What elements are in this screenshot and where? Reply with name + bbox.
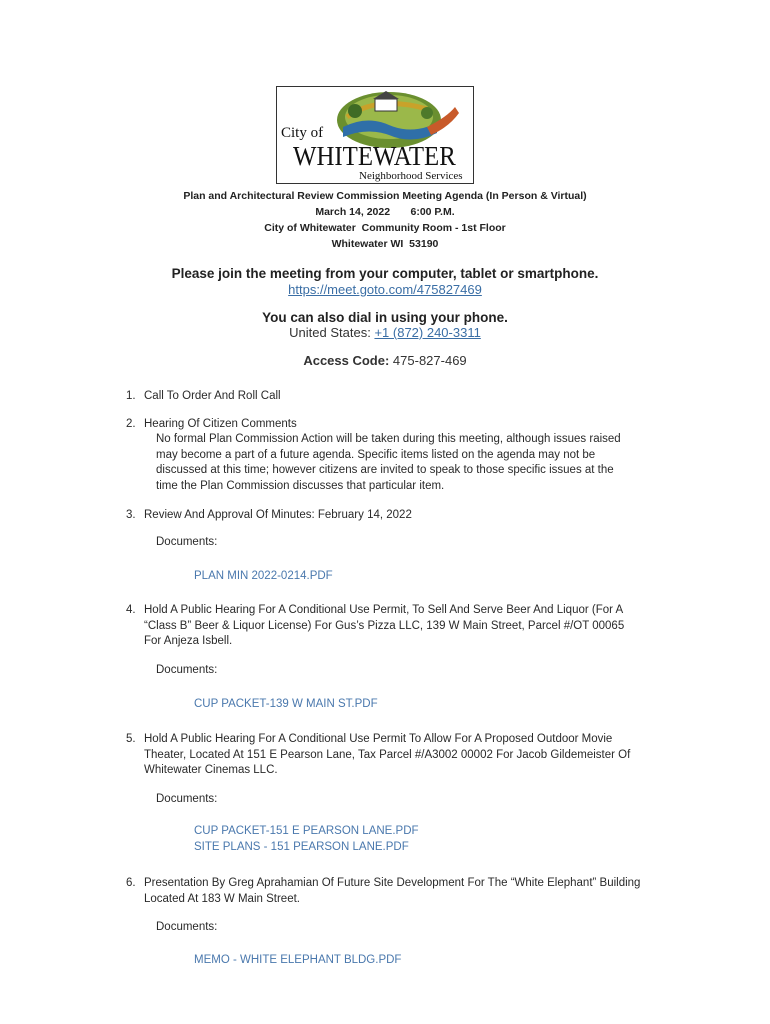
meeting-location: City of Whitewater Community Room - 1st Floor [264,222,506,234]
agenda-item-number: 1. [126,390,136,402]
access-code-line [0,353,770,368]
dial-prefix: United States: [289,325,375,340]
agenda-title: Plan and Architectural Review Commission Meeting Agenda (In Person & Virtual) [183,190,587,202]
document-link[interactable]: CUP PACKET-151 E PEARSON LANE.PDF [194,825,419,837]
access-code-value: 475-827-469 [389,353,467,368]
agenda-item-text: Hold A Public Hearing For A Conditional Use Permit, To Sell And Serve Beer And Liquor (For A “Class B” Beer & Liquor License) For Gus’s Pizza LLC, 139 W Main Street, Parcel #/OT 00065 For Anjeza Isbell. [144,604,625,647]
document-link[interactable]: MEMO - WHITE ELEPHANT BLDG.PDF [194,954,402,966]
citizen-comments-note: No formal Plan Commission Action will be taken during this meeting, although issues raised may become a part of a future agenda. Specific items listed on the agenda may not be discussed at this time; however citizens are invited to speak to those specific issues at the time the Plan Commission discusses that particular item. [156,433,621,492]
join-meeting-link[interactable]: https://meet.goto.com/475827469 [288,282,482,297]
document-link[interactable]: SITE PLANS - 151 PEARSON LANE.PDF [194,841,409,853]
access-code-label: Access Code: [303,353,390,368]
dial-number-link[interactable]: +1 (872) 240-3311 [374,325,481,340]
agenda-item-text: Hold A Public Hearing For A Conditional Use Permit To Allow For A Proposed Outdoor Movie Theater, Located At 151 E Pearson Lane, Tax Parcel #/A3002 00002 For Jacob Gildemeister Of Whitewater Cinemas LLC. [144,733,631,776]
agenda-item-text: Call To Order And Roll Call [144,390,281,402]
document-link[interactable]: PLAN MIN 2022-0214.PDF [194,570,333,582]
documents-label: Documents: [156,664,218,676]
join-heading: Please join the meeting from your computer, tablet or smartphone. [171,266,599,281]
agenda-item-number: 3. [126,509,136,521]
agenda-item-number: 2. [126,418,136,430]
agenda-item-text: Presentation By Greg Aprahamian Of Future Site Development For The “White Elephant” Building Located At 183 W Main Street. [144,877,641,905]
documents-label: Documents: [156,793,218,805]
agenda-item-text: Hearing Of Citizen Comments [144,418,297,430]
logo-city-of: City of [281,125,324,141]
agenda-item-number: 6. [126,877,136,889]
agenda-item-number: 4. [126,604,136,616]
logo-whitewater: WHITEWATER [293,141,456,171]
documents-label: Documents: [156,921,218,933]
logo-neighborhood-services: Neighborhood Services [359,170,463,182]
dial-line [0,325,770,340]
document-link[interactable]: CUP PACKET-139 W MAIN ST.PDF [194,698,378,710]
meeting-address: Whitewater WI 53190 [331,238,439,250]
meeting-date-time: March 14, 2022 6:00 P.M. [315,206,455,218]
agenda-item-number: 5. [126,733,136,745]
dial-heading: You can also dial in using your phone. [262,310,508,325]
documents-label: Documents: [156,536,218,548]
join-link-line [0,282,770,297]
city-logo [276,86,474,184]
agenda-item-text: Review And Approval Of Minutes: February 14, 2022 [144,509,412,521]
